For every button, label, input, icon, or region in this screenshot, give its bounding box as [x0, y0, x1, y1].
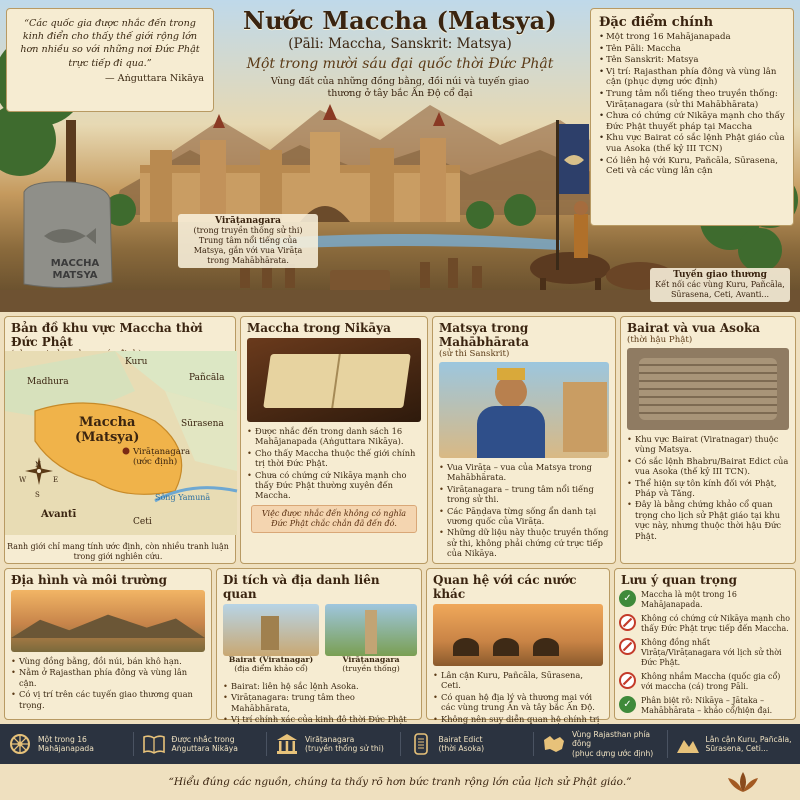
page-title: Nước Maccha (Matsya) — [243, 6, 557, 35]
map-label-pancala: Pañcāla — [189, 373, 225, 383]
terrain-list — [5, 652, 211, 710]
compass-e: E — [53, 476, 59, 484]
footer-line-1: Một trong 16 — [38, 734, 87, 744]
footer-line-2: (thời Asoka) — [438, 744, 485, 753]
note-text: Maccha là một trong 16 Mahājanapada. — [641, 590, 737, 609]
bairat-panel — [620, 316, 796, 564]
edict-stone-illustration — [627, 348, 789, 430]
map-city-sub: (ước định) — [133, 457, 178, 467]
footer-item — [534, 730, 668, 758]
check-icon: ✓ — [619, 590, 636, 607]
note-item — [619, 638, 791, 668]
map-region-icon — [542, 732, 566, 756]
list-item: • Có vị trí trên các tuyến giao thương quan trọng. — [11, 689, 205, 710]
compass-n: N — [35, 461, 42, 469]
nikaya-panel — [240, 316, 428, 564]
list-item: • Một trong 16 Mahājanapada — [599, 32, 785, 43]
note-item — [619, 696, 791, 716]
prohibited-icon — [619, 638, 636, 655]
list-item: • Cho thấy Maccha thuộc thế giới chính trị thời Đức Phật. — [247, 448, 421, 469]
notes-title: Lưu ý quan trọng — [621, 573, 737, 587]
footer-line-1: Virāṭanagara — [305, 734, 355, 744]
caravan-illustration — [433, 604, 603, 666]
footer-text — [572, 730, 667, 758]
footer-line-2: Aṅguttara Nikāya — [171, 744, 238, 753]
note-item — [619, 614, 791, 634]
city-callout-title: Virāṭanagara — [215, 216, 281, 226]
map-label-madhura: Madhura — [27, 377, 69, 387]
footer-line-2: Sūrasena, Ceti... — [705, 744, 769, 753]
footer-text — [305, 735, 384, 754]
bairat-list — [621, 430, 795, 541]
footer-text — [38, 735, 94, 754]
mahabharata-title: Matsya trong Mahābhārata — [439, 321, 529, 349]
relations-title: Quan hệ với các nước khác — [433, 573, 577, 601]
map-label-avanti: Avantī — [41, 509, 77, 520]
list-item: • Đây là bằng chứng khảo cổ quan trọng cho lịch sử Phật giáo tại khu vực này, nhưng thuộc thời hậu Đức Phật. — [627, 499, 789, 541]
bairat-title: Bairat và vua Asoka — [627, 321, 761, 335]
list-item: • Vị trí chính xác của kinh đô thời Đức Phật — [223, 714, 415, 735]
map-label-surasena: Sūrasena — [181, 419, 224, 429]
sites-panel — [216, 568, 422, 725]
king-virata-illustration — [439, 362, 609, 458]
prohibited-icon — [619, 672, 636, 689]
nikaya-caution-note: Việc được nhắc đến không có nghĩa Đức Phật chắc chắn đã đến đó. — [251, 505, 417, 533]
site1-caption — [223, 655, 319, 674]
viratanagara-site-photo — [325, 604, 417, 656]
footer-line-1: Lân cận Kuru, Pañcāla, — [705, 734, 792, 744]
map-city-name: Virāṭanagara — [133, 447, 191, 457]
list-item: • Có quan hệ địa lý và thương mại với các vùng trung Ấn và tây bắc Ấn Độ. — [433, 692, 603, 713]
trade-route-body: Kết nối các vùng Kuru, Pañcāla, Sūrasena, Ceti, Avanti... — [655, 280, 785, 299]
note-text: Không đồng nhất Virāṭa/Virāṭanagara với lịch sử thời Đức Phật. — [641, 638, 782, 667]
list-item: • Khu vực Bairat (Viratnagar) thuộc vùng Matsya. — [627, 434, 789, 455]
key-features-box — [590, 8, 794, 226]
mahabharata-list — [433, 458, 615, 559]
key-features-title: Đặc điểm chính — [599, 15, 714, 30]
list-item: • Những dữ liệu này thuộc truyền thống sử thi, không phải chứng cứ trực tiếp của Nikāya. — [439, 527, 609, 558]
closing-quote: “Hiểu đúng các nguồn, chúng ta thấy rõ hơn bức tranh rộng lớn của lịch sử Phật giáo.” — [0, 764, 800, 800]
list-item: • Thể hiện sự tôn kính đối với Phật, Pháp và Tăng. — [627, 478, 789, 499]
note-item — [619, 590, 791, 610]
city-callout — [178, 214, 318, 268]
stone-line-2: MATSYA — [52, 270, 98, 281]
note-text: Không nhầm Maccha (quốc gia cổ) với maccha (cá) trong Pāli. — [641, 672, 781, 691]
city-callout-sub: (trong truyền thống sử thi) — [193, 226, 303, 235]
note-text: Phân biệt rõ: Nikāya – Jātaka – Mahābhārata – khảo cổ/hiện đại. — [641, 696, 773, 715]
page-subtitle: (Pāli: Maccha, Sanskrit: Matsya) — [288, 36, 512, 52]
nikaya-title: Maccha trong Nikāya — [247, 321, 391, 335]
map-city-label — [133, 447, 190, 467]
landscape-illustration — [11, 590, 205, 652]
footer-text — [172, 735, 238, 754]
map-panel — [4, 316, 236, 564]
sites-gallery — [217, 601, 421, 677]
map-label-river: Sông Yamunā — [155, 493, 211, 502]
lotus-icon-right — [726, 770, 760, 794]
maccha-stone-inscription — [40, 258, 110, 282]
list-item: • Các Pāṇḍava từng sống ẩn danh tại vương quốc của Virāṭa. — [439, 506, 609, 527]
footer-item — [267, 732, 401, 756]
list-item: • Bairat: liên hệ sắc lệnh Asoka. — [223, 681, 415, 691]
site2-caption — [325, 655, 417, 674]
map-region-label: Maccha — [78, 415, 136, 430]
manuscript-illustration — [247, 338, 421, 422]
note-item — [619, 672, 791, 692]
list-item: • Được nhắc đến trong danh sách 16 Mahājanapada (Aṅguttara Nikāya). — [247, 426, 421, 447]
list-item: • Nằm ở Rajasthan phía đông và vùng lân cận. — [11, 667, 205, 688]
footer-item — [668, 732, 800, 756]
map-region-name — [75, 415, 139, 445]
site2-sub: (truyền thống) — [342, 664, 400, 674]
footer-item — [0, 732, 134, 756]
prohibited-icon — [619, 614, 636, 631]
map-disclaimer: Ranh giới chỉ mang tính ước định, còn nhiều tranh luận trong giới nghiên cứu. — [7, 542, 229, 561]
terrain-panel — [4, 568, 212, 720]
map-title: Bản đồ khu vực Maccha thời Đức Phật — [11, 321, 203, 349]
book-icon — [142, 732, 166, 756]
list-item: • Chưa có chứng cứ Nikāya mạnh cho thấy Đức Phật thuyết pháp tại Maccha — [599, 111, 785, 132]
notes-list — [615, 587, 795, 723]
bairat-subtitle: (thời hậu Phật) — [627, 335, 693, 345]
list-item: • Tên Sanskrit: Matsya — [599, 55, 785, 66]
canon-quote-text: “Các quốc gia được nhắc đến trong kinh điển cho thấy thế giới rộng lớn hơn nhiều so với những nơi Đức Phật trực tiếp đi qua.” — [20, 18, 200, 69]
canon-quote-source: — Aṅguttara Nikāya — [105, 72, 204, 84]
bairat-site-photo — [223, 604, 319, 656]
list-item: • Virāṭanagara: trung tâm theo Mahābhārata, — [223, 692, 415, 713]
list-item: • Vùng đồng bằng, đồi núi, bán khô hạn. — [11, 656, 205, 666]
site1-name: Bairat (Viratnagar) — [228, 655, 314, 664]
relations-panel — [426, 568, 610, 724]
footer-item — [401, 732, 535, 756]
dharma-wheel-icon — [8, 732, 32, 756]
hero-description: Vùng đất của những đồng bằng, đồi núi và tuyến giao thương ở tây bắc Ấn Độ cổ đại — [270, 76, 530, 99]
nikaya-list — [241, 422, 427, 501]
compass-s: S — [35, 491, 40, 499]
footer-line-1: Được nhắc trong — [171, 734, 235, 744]
sites-title: Di tích và địa danh liên quan — [223, 573, 380, 601]
footer-line-2: Mahājanapada — [38, 744, 94, 753]
footer-line-1: Bairat Edict — [438, 734, 483, 744]
compass-w: W — [19, 476, 27, 484]
list-item: • Virāṭanagara – trung tâm nổi tiếng trong sử thi. — [439, 484, 609, 505]
notes-panel — [614, 568, 796, 720]
footer-line-2: (truyền thống sử thi) — [305, 744, 384, 753]
mahabharata-subtitle: (sử thi Sanskrit) — [439, 349, 510, 359]
footer-line-1: Vùng Rajasthan phía đông — [572, 729, 651, 749]
city-callout-body: Trung tâm nổi tiếng của Matsya, gắn với vua Virāṭa trong Mahābhārata. — [193, 236, 303, 265]
page-tagline: Một trong mười sáu đại quốc thời Đức Phật — [246, 56, 554, 72]
temple-icon — [275, 732, 299, 756]
mountains-icon — [676, 732, 700, 756]
terrain-title: Địa hình và môi trường — [11, 573, 167, 587]
list-item: • Vị trí: Rajasthan phía đông và vùng lân cận (phục dựng ước định) — [599, 67, 785, 88]
canon-quote-box — [6, 8, 214, 112]
footer-text — [439, 735, 485, 754]
trade-route-title: Tuyến giao thương — [673, 270, 767, 280]
note-text: Không có chứng cứ Nikāya mạnh cho thấy Đức Phật trực tiếp đến Maccha. — [641, 614, 790, 633]
list-item: • Không nên suy diễn quan hệ chính trị — [433, 714, 603, 735]
map-label-ceti: Ceti — [133, 517, 152, 527]
list-item: • Có sắc lệnh Bhabru/Bairat Edict của vua Asoka (thế kỷ III TCN). — [627, 456, 789, 477]
mahabharata-panel — [432, 316, 616, 564]
hero-banner — [0, 0, 800, 312]
site2-name: Virāṭanagara — [342, 655, 400, 664]
list-item: • Vua Virāṭa – vua của Matsya trong Mahābhārata. — [439, 462, 609, 483]
summary-footer-bar — [0, 724, 800, 764]
key-features-list — [599, 32, 785, 177]
edict-pillar-icon — [409, 732, 433, 756]
title-block — [210, 6, 590, 100]
list-item: • Tên Pāli: Maccha — [599, 44, 785, 55]
map-region-sub: (Matsya) — [75, 430, 140, 445]
map-label-kuru: Kuru — [125, 357, 148, 367]
list-item: • Chưa có chứng cứ Nikāya mạnh cho thấy Đức Phật thường xuyên đến Maccha. — [247, 470, 421, 501]
footer-item — [134, 732, 268, 756]
trade-route-callout — [650, 268, 790, 302]
list-item: • Có liên hệ với Kuru, Pañcāla, Sūrasena, Ceti và các vùng lân cận — [599, 156, 785, 177]
footer-text — [706, 735, 792, 754]
list-item: • Trung tâm nổi tiếng theo truyền thống: Virāṭanagara (sử thi Mahābhārata) — [599, 89, 785, 110]
list-item: • Lân cận Kuru, Pañcāla, Sūrasena, Ceti. — [433, 670, 603, 691]
stone-line-1: MACCHA — [50, 258, 100, 269]
city-marker — [123, 448, 130, 455]
list-item: • Khu vực Bairat có sắc lệnh Phật giáo của vua Asoka (thế kỷ III TCN) — [599, 133, 785, 154]
site1-sub: (địa điểm khảo cổ) — [234, 664, 308, 674]
footer-line-2: (phục dựng ước định) — [572, 748, 654, 758]
check-icon: ✓ — [619, 696, 636, 713]
